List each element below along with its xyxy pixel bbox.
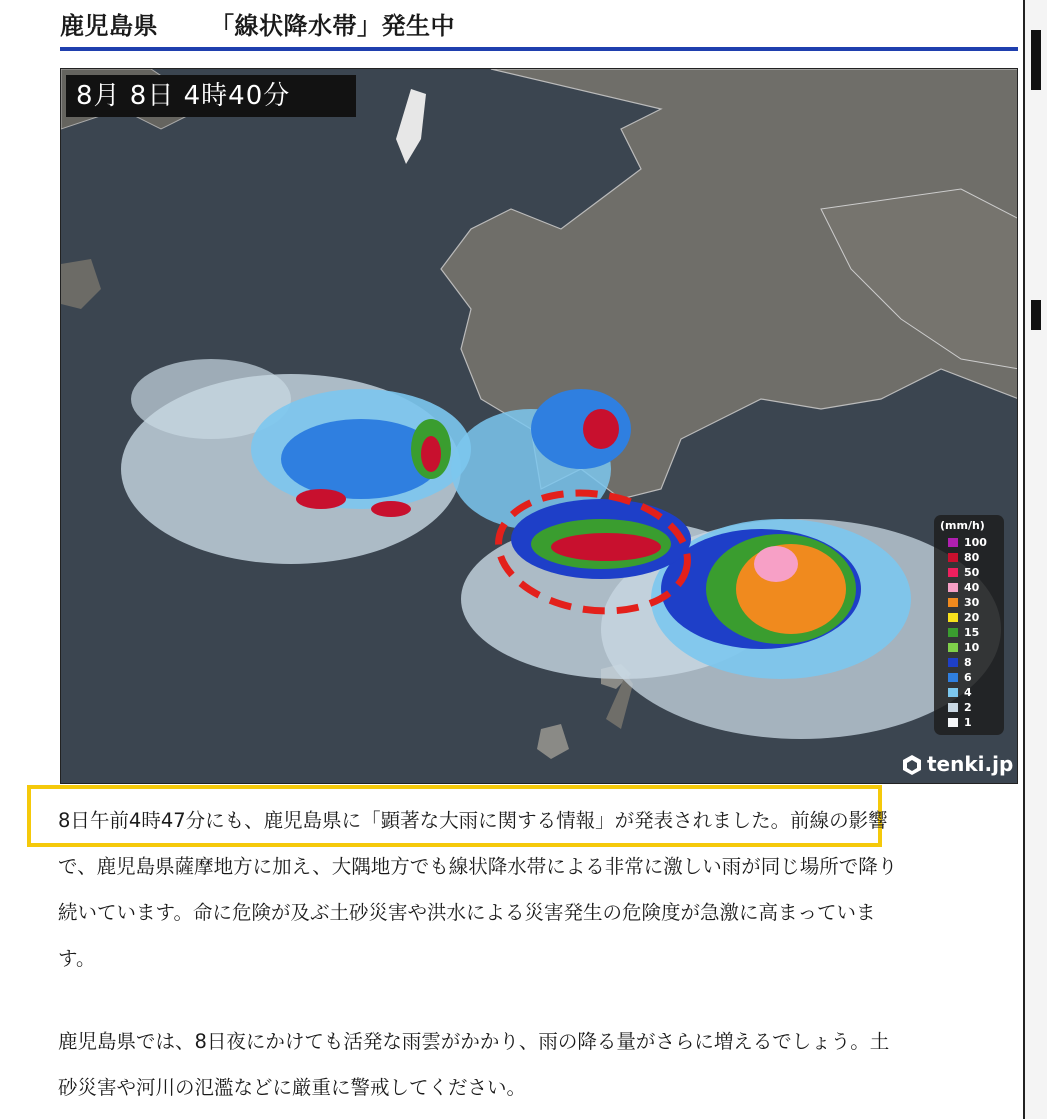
legend-row	[948, 582, 998, 593]
legend-swatch	[948, 553, 958, 562]
legend-label: 15	[964, 626, 980, 639]
legend-row	[948, 642, 998, 653]
paragraph-line: で、鹿児島県薩摩地方に加え、大隅地方でも線状降水帯による非常に激しい雨が同じ場所で降り	[58, 855, 898, 878]
heading-topic: 「線状降水帯」発生中	[210, 12, 455, 40]
legend-row	[948, 627, 998, 638]
legend-label: 8	[964, 656, 972, 669]
legend-label: 20	[964, 611, 980, 624]
legend-swatch	[948, 673, 958, 682]
paragraph-line: す。	[58, 947, 96, 970]
legend-swatch	[948, 538, 958, 547]
tenki-brand	[901, 751, 1016, 781]
legend-row	[948, 687, 998, 698]
heading-underline	[60, 47, 1018, 51]
radar-background	[61, 69, 1018, 784]
heading-prefecture: 鹿児島県	[60, 12, 158, 40]
paragraph-line: 砂災害や河川の氾濫などに厳重に警戒してください。	[58, 1076, 527, 1099]
legend-swatch	[948, 598, 958, 607]
legend-row	[948, 717, 998, 728]
legend-label: 6	[964, 671, 972, 684]
timestamp-badge: 8月 8日 4時40分	[66, 75, 356, 117]
legend-swatch	[948, 643, 958, 652]
legend-row	[948, 552, 998, 563]
legend-label: 30	[964, 596, 980, 609]
legend-swatch	[948, 628, 958, 637]
body-paragraph-2	[58, 1027, 889, 1103]
legend-row	[948, 597, 998, 608]
scroll-marker	[1031, 300, 1041, 330]
legend-row	[948, 537, 998, 548]
legend-swatch	[948, 718, 958, 727]
legend-label: 50	[964, 566, 980, 579]
legend-label: 10	[964, 641, 980, 654]
legend-swatch	[948, 703, 958, 712]
legend-row	[948, 567, 998, 578]
scroll-marker	[1031, 30, 1041, 90]
page-edge-strip	[1023, 0, 1047, 1119]
legend-swatch	[948, 658, 958, 667]
legend-swatch	[948, 688, 958, 697]
legend-label: 80	[964, 551, 980, 564]
body-paragraph-1	[58, 806, 897, 974]
rain-radar-map	[60, 68, 1018, 784]
tenki-brand-text: tenki.jp	[927, 752, 1014, 776]
article-heading	[60, 2, 1018, 46]
legend-label: 4	[964, 686, 972, 699]
tenki-logo-icon	[901, 754, 923, 776]
legend-unit: (mm/h)	[940, 519, 985, 532]
legend-label: 1	[964, 716, 972, 729]
rain-legend	[934, 515, 1004, 735]
legend-swatch	[948, 568, 958, 577]
paragraph-line: 鹿児島県では、8日夜にかけても活発な雨雲がかかり、雨の降る量がさらに増えるでしょう。土	[58, 1030, 890, 1053]
legend-label: 2	[964, 701, 972, 714]
legend-row	[948, 672, 998, 683]
legend-row	[948, 702, 998, 713]
legend-swatch	[948, 583, 958, 592]
legend-label: 40	[964, 581, 980, 594]
legend-row	[948, 612, 998, 623]
legend-label: 100	[964, 536, 987, 549]
paragraph-line: 8日午前4時47分にも、鹿児島県に「顕著な大雨に関する情報」が発表されました。前線の影響	[58, 809, 888, 832]
paragraph-line: 続いています。命に危険が及ぶ土砂災害や洪水による災害発生の危険度が急激に高まっていま	[58, 901, 876, 924]
legend-row	[948, 657, 998, 668]
legend-swatch	[948, 613, 958, 622]
